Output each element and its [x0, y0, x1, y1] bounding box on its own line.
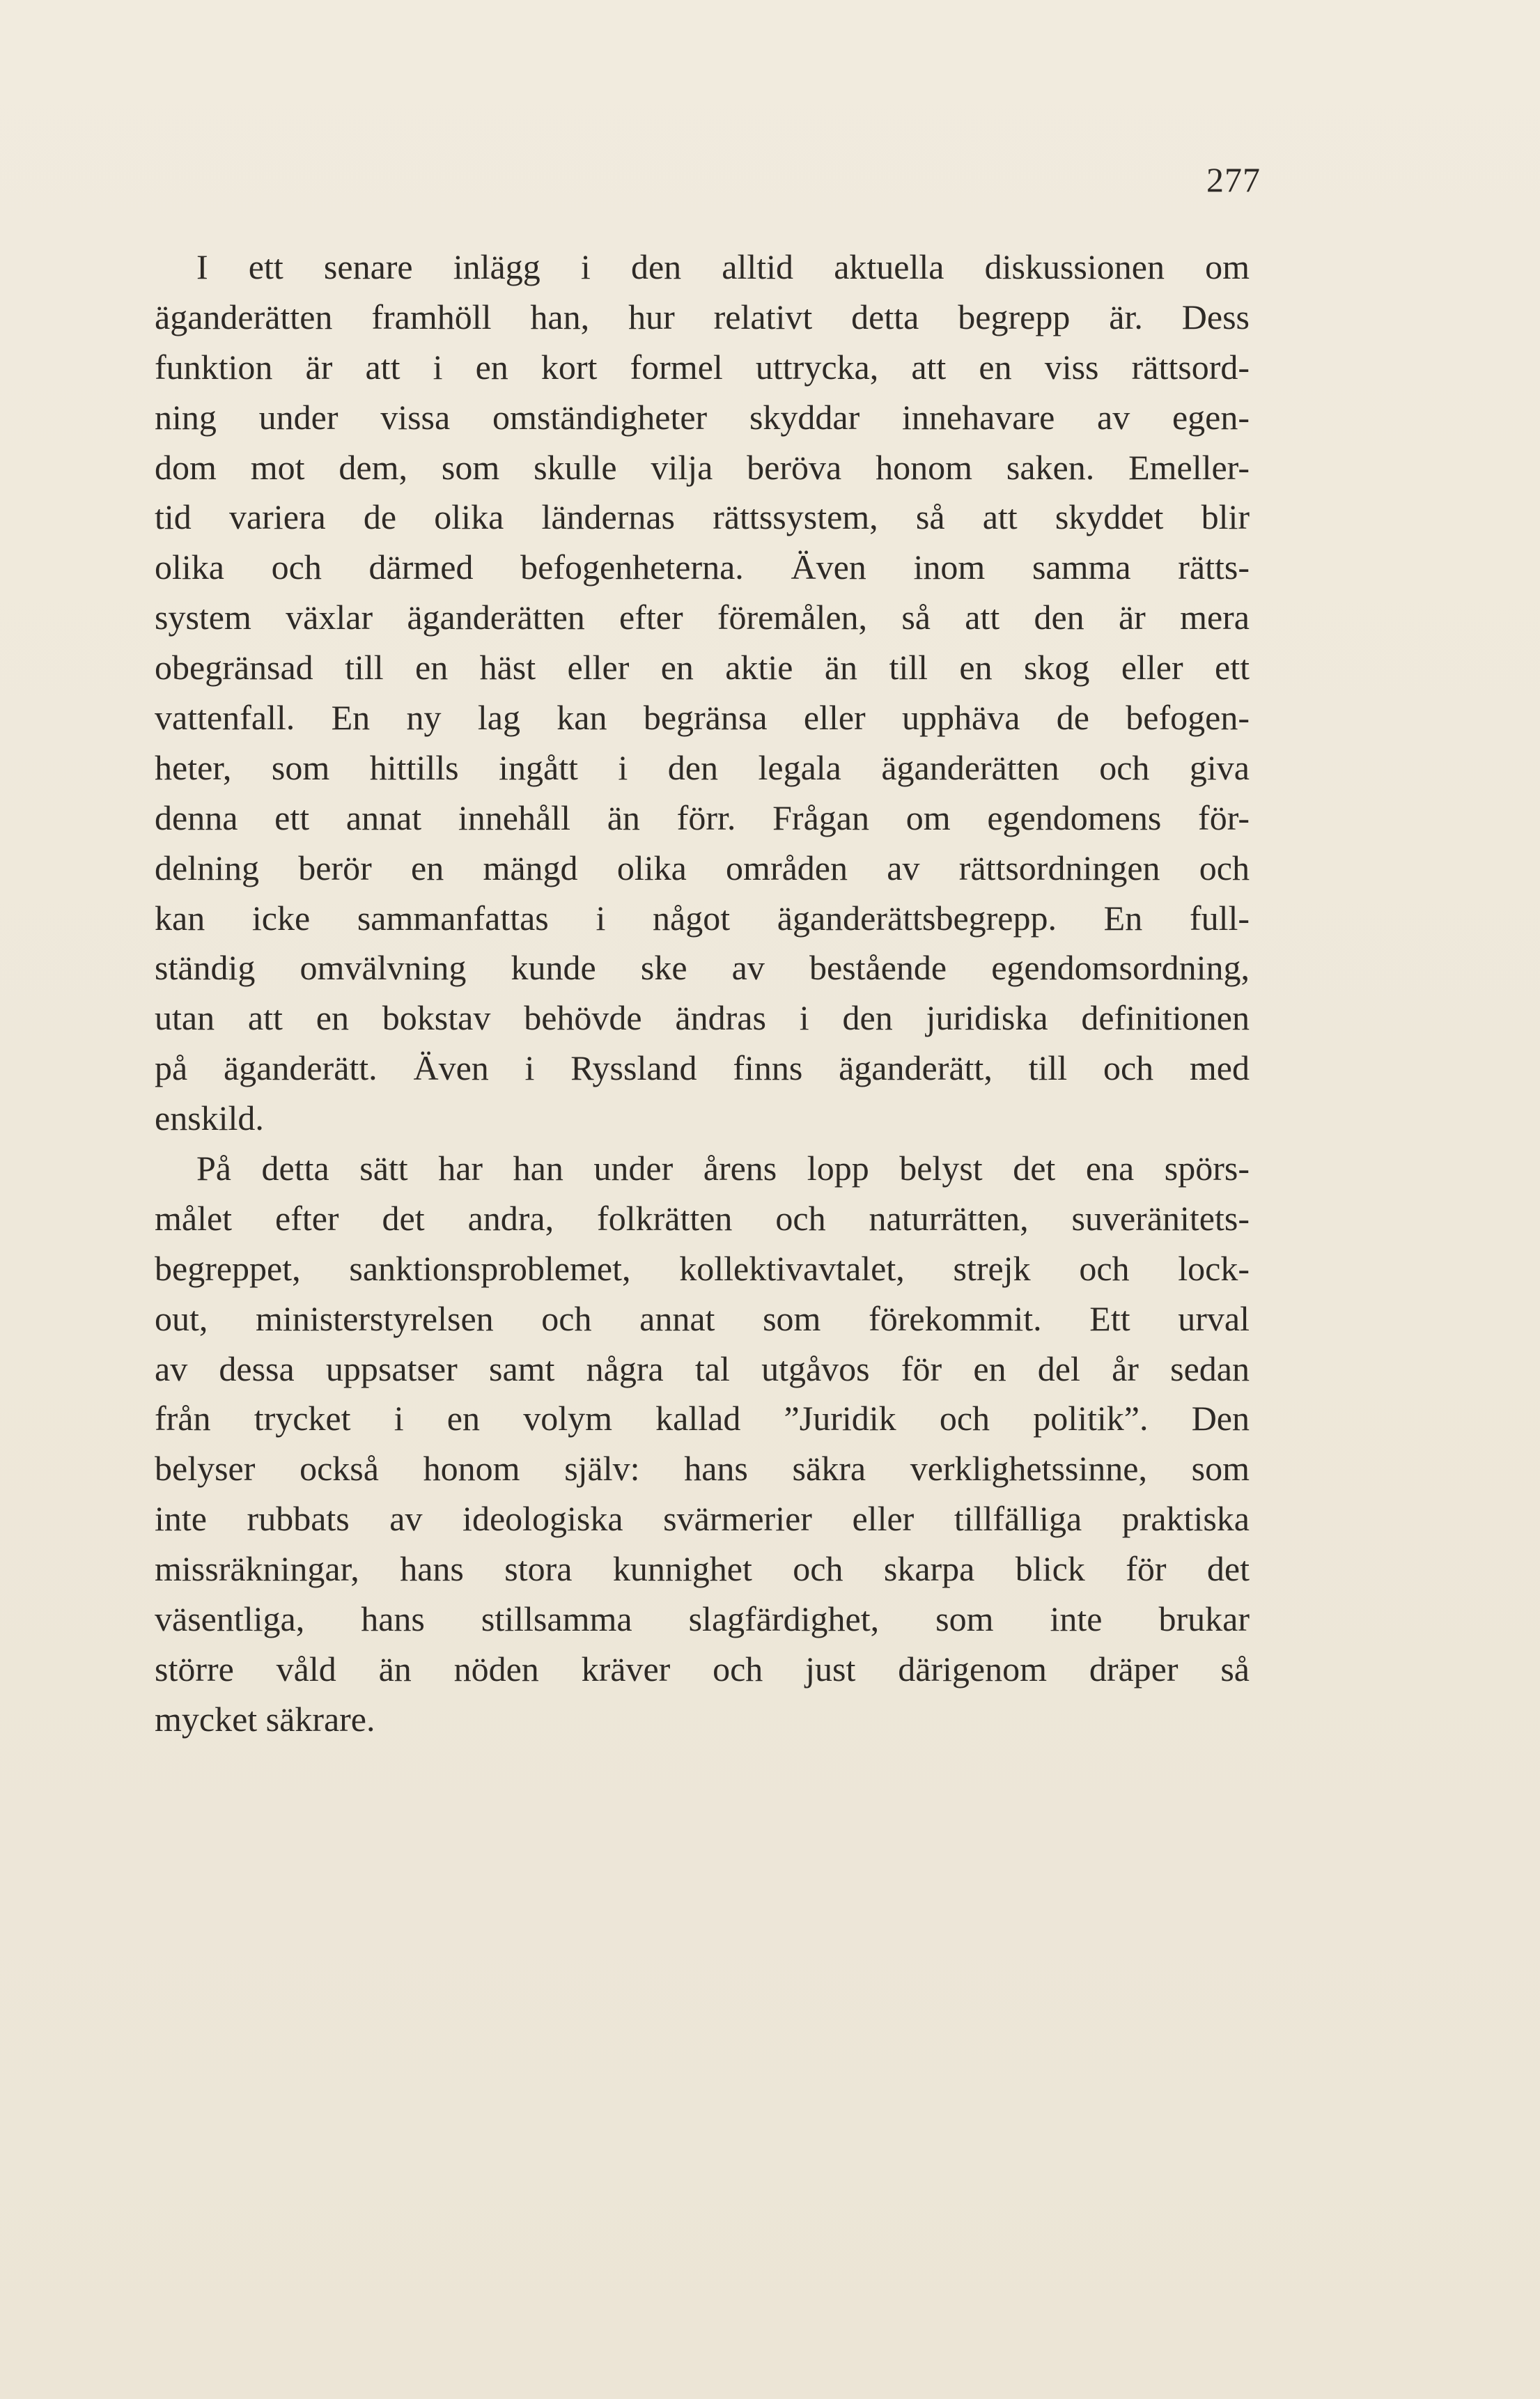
text-line: ning under vissa omständigheter skyddar innehavare av egen- — [155, 397, 1250, 437]
text-line: delning berör en mängd olika områden av rättsordningen och — [155, 848, 1250, 887]
text-line: dom mot dem, som skulle vilja beröva honom saken. Emeller- — [155, 447, 1250, 487]
text-line: större våld än nöden kräver och just därigenom dräper så — [155, 1649, 1250, 1688]
paragraph-2 — [155, 1144, 1250, 1745]
text-line: I ett senare inlägg i den alltid aktuella diskussionen om — [196, 247, 1250, 286]
text-line: belyser också honom själv: hans säkra verklighetssinne, som — [155, 1449, 1250, 1489]
text-line: utan att en bokstav behövde ändras i den juridiska definitionen — [155, 998, 1250, 1038]
text-line: På detta sätt har han under årens lopp belyst det ena spörs- — [196, 1149, 1250, 1188]
text-line: kan icke sammanfattas i något äganderättsbegrepp. En full- — [155, 898, 1250, 938]
text-line: på äganderätt. Även i Ryssland finns äganderätt, till och med — [155, 1048, 1250, 1088]
text-line: ständig omvälvning kunde ske av bestående egendomsordning, — [155, 948, 1250, 988]
text-line: målet efter det andra, folkrätten och naturrätten, suveränitets- — [155, 1198, 1250, 1238]
text-line: missräkningar, hans stora kunnighet och skarpa blick för det — [155, 1549, 1250, 1589]
text-line: denna ett annat innehåll än förr. Frågan om egendomens för- — [155, 798, 1250, 837]
text-line: begreppet, sanktionsproblemet, kollektivavtalet, strejk och lock- — [155, 1248, 1250, 1288]
text-line: från trycket i en volym kallad ”Juridik och politik”. Den — [155, 1399, 1250, 1438]
text-line: olika och därmed befogenheterna. Även inom samma rätts- — [155, 548, 1250, 587]
text-line: väsentliga, hans stillsamma slagfärdighet, som inte brukar — [155, 1599, 1250, 1639]
text-line: out, ministerstyrelsen och annat som förekommit. Ett urval — [155, 1298, 1250, 1338]
text-line: funktion är att i en kort formel uttrycka, att en viss rättsord- — [155, 347, 1250, 387]
text-line: mycket säkrare. — [155, 1699, 375, 1739]
text-line: vattenfall. En ny lag kan begränsa eller upphäva de befogen- — [155, 698, 1250, 738]
paragraph-1 — [155, 242, 1250, 1144]
text-line: av dessa uppsatser samt några tal utgåvos för en del år sedan — [155, 1349, 1250, 1388]
text-line: obegränsad till en häst eller en aktie än till en skog eller ett — [155, 648, 1250, 688]
text-line: äganderätten framhöll han, hur relativt detta begrepp är. Dess — [155, 297, 1250, 336]
text-line: system växlar äganderätten efter föremålen, så att den är mera — [155, 598, 1250, 637]
text-line: heter, som hittills ingått i den legala äganderätten och giva — [155, 747, 1250, 787]
text-line: enskild. — [155, 1098, 264, 1138]
body-text — [155, 242, 1250, 1745]
page-number: 277 — [1206, 160, 1261, 199]
text-line: inte rubbats av ideologiska svärmerier eller tillfälliga praktiska — [155, 1499, 1250, 1539]
text-line: tid variera de olika ländernas rättssystem, så att skyddet blir — [155, 497, 1250, 537]
